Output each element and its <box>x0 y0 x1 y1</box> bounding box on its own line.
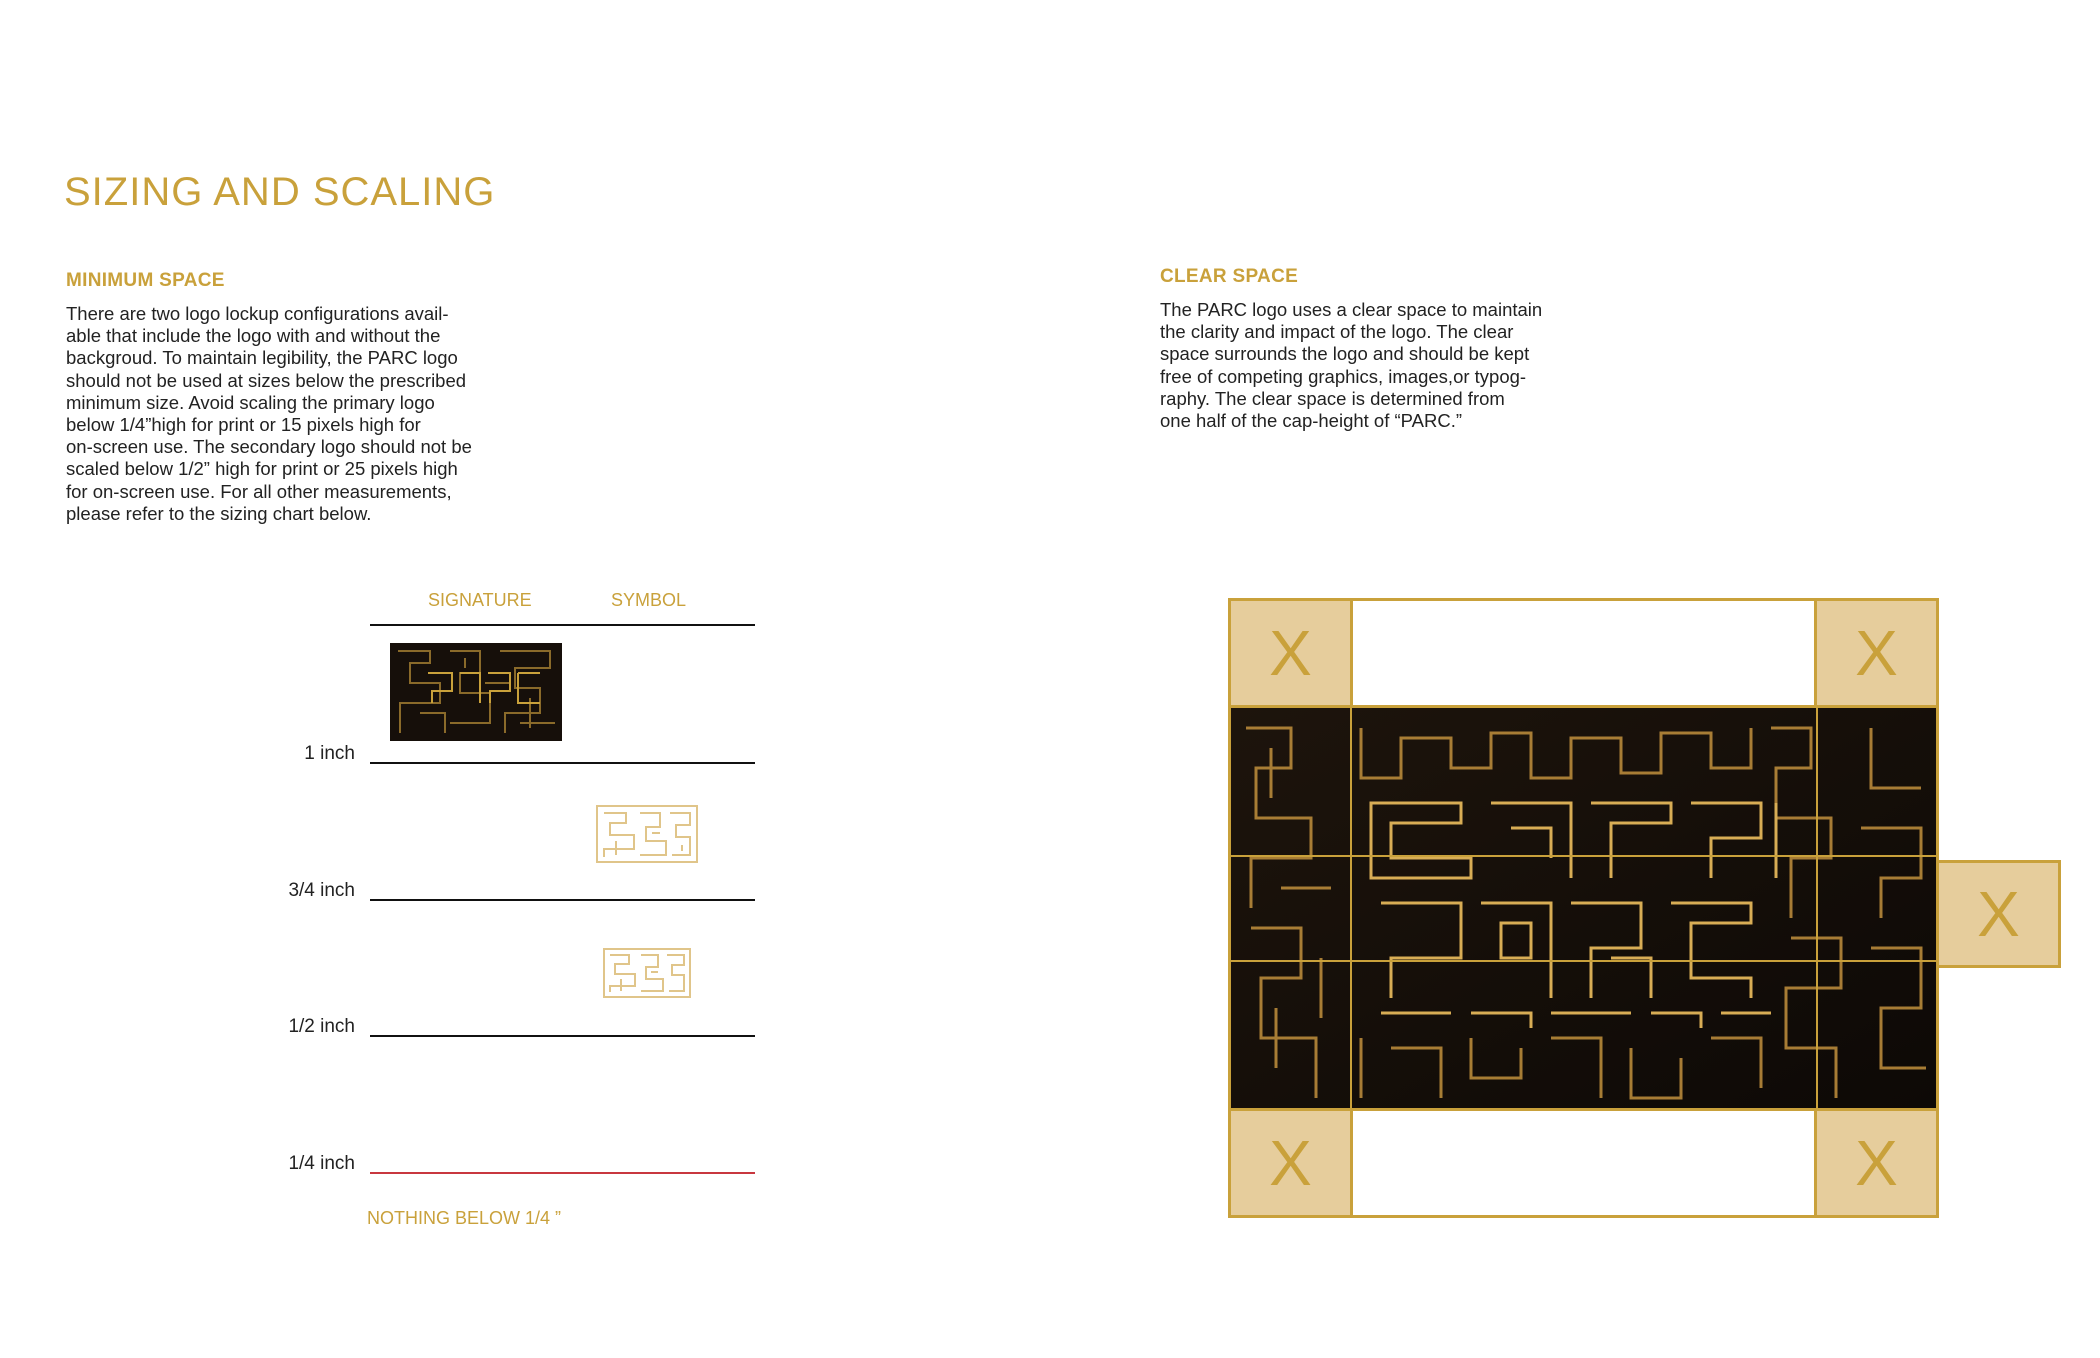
signature-logo-1-inch <box>390 643 562 741</box>
maze-pattern-icon <box>390 643 562 741</box>
column-label-symbol: SYMBOL <box>611 590 687 610</box>
maze-pattern-icon <box>596 805 698 863</box>
clear-space-marker-bottom-right: X <box>1814 1108 1939 1218</box>
clear-space-bottom-band <box>1350 1108 1817 1218</box>
sizing-chart <box>0 0 800 1300</box>
row-rule-1-2-inch <box>370 1035 755 1037</box>
clear-space-heading: CLEAR SPACE <box>1160 266 1299 287</box>
row-label-1-4-inch: 1/4 inch <box>288 1153 355 1174</box>
row-label-1-inch: 1 inch <box>304 743 355 764</box>
minimum-space-body: There are two logo lockup configurations avail- able that include the logo with and without the backgroud. To maintain legibility, the PARC logo should not be used at sizes below the prescribed minimum size. Avoid scaling the primary logo below 1/4”high for print or 15 pixels high for on-screen use. The secondary logo should not be scaled below 1/2” high for print or 25 pixels high for on-screen use. For all other measurements, please refer to the sizing chart below. <box>66 303 472 524</box>
clear-space-diagram <box>1228 598 2064 1218</box>
row-label-1-2-inch: 1/2 inch <box>288 1016 355 1037</box>
column-label-signature: SIGNATURE <box>428 590 532 610</box>
row-label-3-4-inch: 3/4 inch <box>288 880 355 901</box>
clear-space-marker-right: X <box>1936 860 2061 968</box>
minimum-size-note: NOTHING BELOW 1/4 ” <box>367 1208 562 1228</box>
symbol-logo-3-4-inch <box>596 805 698 863</box>
parc-logo-primary <box>1228 705 1939 1111</box>
clear-space-marker-bottom-left: X <box>1228 1108 1353 1218</box>
row-rule-1-inch <box>370 762 755 764</box>
clear-space-top-band <box>1350 598 1817 708</box>
clear-space-marker-top-left: X <box>1228 598 1353 708</box>
maze-pattern-icon <box>603 948 691 998</box>
symbol-logo-1-2-inch <box>603 948 691 998</box>
clear-space-body: The PARC logo uses a clear space to maintain the clarity and impact of the logo. The clear space surrounds the logo and should be kept free of competing graphics, images,or typog- raphy. The clear space is determined from one half of the cap-height of “PARC.” <box>1160 299 1543 432</box>
page-title: SIZING AND SCALING <box>64 170 496 214</box>
minimum-space-heading: MINIMUM SPACE <box>66 270 225 291</box>
row-rule-3-4-inch <box>370 899 755 901</box>
maze-pattern-icon <box>1231 708 1936 1108</box>
row-rule-1-4-inch-limit <box>370 1172 755 1174</box>
clear-space-marker-top-right: X <box>1814 598 1939 708</box>
header-rule <box>370 624 755 626</box>
